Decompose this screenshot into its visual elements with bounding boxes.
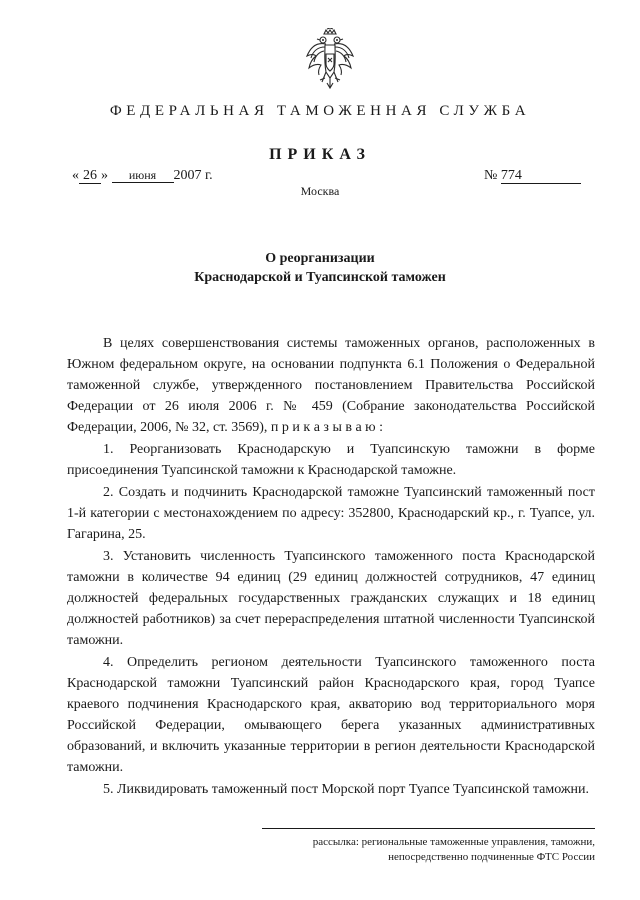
- order-item-1: 1. Реорганизовать Краснодарскую и Туапсинскую таможни в форме присоединения Туапсинской таможни к Краснодарской таможне.: [67, 442, 595, 478]
- document-city: Москва: [300, 184, 340, 198]
- date-close-quote: »: [101, 168, 108, 183]
- preamble-paragraph: [67, 333, 595, 438]
- number-value: 774: [501, 169, 581, 184]
- order-item-2: 2. Создать и подчинить Краснодарской таможне Туапсинский таможенный пост 1-й категории с местонахождением по адресу: 352800, Краснодарский кр., г. Туапсе, ул. Гагарина, 25.: [67, 485, 595, 542]
- preamble-text: В целях совершенствования системы таможенных органов, расположенных в Южном федеральном округе, на основании подпункта 6.1 Положения о Федеральной таможенной службе, утвержденного постановлением Правительства Российской Федерации от 26 июля 2006 г. № 459 (Собрание законодательства Российской Федерации, 2006, № 32, ст. 3569),: [67, 336, 595, 435]
- number-prefix: №: [484, 168, 498, 183]
- agency-name: ФЕДЕРАЛЬНАЯ ТАМОЖЕННАЯ СЛУЖБА: [109, 103, 531, 119]
- date-open-quote: «: [72, 168, 79, 183]
- document-subject: [0, 249, 640, 287]
- date-day: 26: [79, 169, 101, 184]
- mailing-line-1: рассылка: региональные таможенные управления, таможни,: [312, 836, 595, 848]
- document-number: [484, 168, 581, 184]
- subject-line-1: О реорганизации: [265, 251, 375, 266]
- order-item-3: 3. Установить численность Туапсинского таможенного поста Краснодарской таможни в количестве 94 единиц (29 единиц должностей сотрудников, 47 единиц должностей федеральных государственных гражданских служащих и 18 единиц должностей работников) за счет перераспределения штатной численности Туапсинской таможни.: [67, 549, 595, 648]
- document-body: [67, 333, 595, 801]
- coat-of-arms-icon: [305, 28, 355, 90]
- order-item-5: 5. Ликвидировать таможенный пост Морской порт Туапсе Туапсинской таможни.: [103, 782, 590, 797]
- order-word: п р и к а з ы в а ю :: [270, 420, 384, 435]
- mailing-line-2: непосредственно подчиненные ФТС России: [388, 851, 595, 863]
- date-year: 2007 г.: [173, 168, 213, 183]
- date-month: июня: [112, 168, 174, 183]
- mailing-divider: [262, 828, 595, 829]
- subject-line-2: Краснодарской и Туапсинской таможен: [194, 270, 446, 285]
- document-date: [72, 168, 213, 184]
- mailing-list: [230, 835, 595, 865]
- order-item-4: 4. Определить регионом деятельности Туапсинского таможенного поста Краснодарской таможни Туапсинский район Краснодарского края, город Туапсе краевого подчинения Краснодарского края, акваторию вод территориального моря Российской Федерации, омывающего берега указанных административных образований, и включить указанные территории в регион деятельности Краснодарской таможни.: [67, 655, 595, 775]
- document-type: ПРИКАЗ: [269, 146, 371, 163]
